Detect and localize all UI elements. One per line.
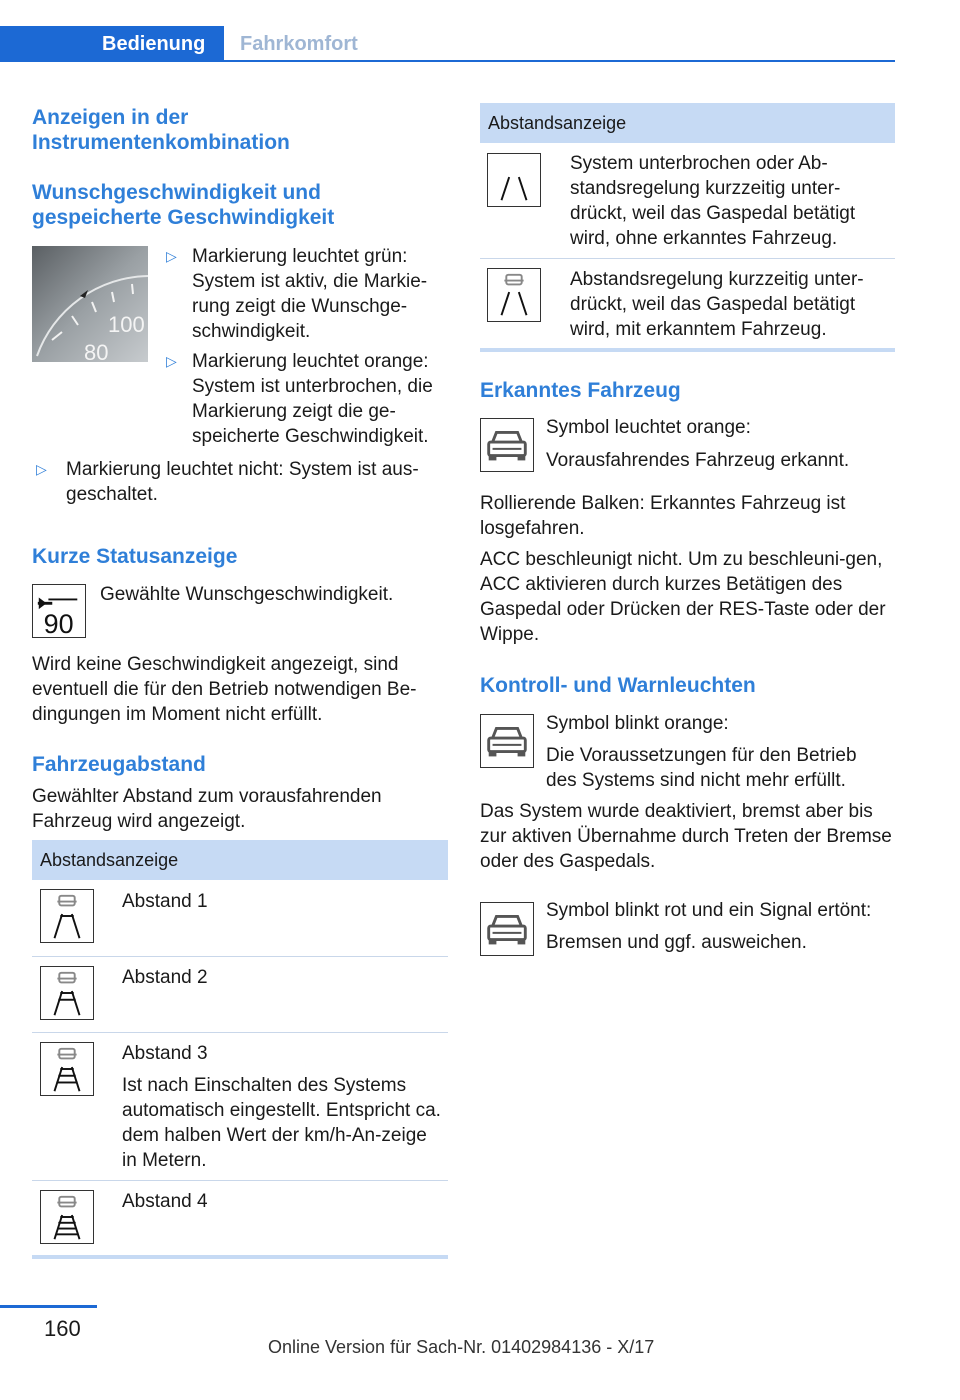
triangle-bullet-icon: ▷	[166, 248, 177, 264]
kontroll-line-1: Symbol blinkt orange:	[546, 713, 729, 734]
table-header: Abstandsanzeige	[480, 103, 895, 143]
page-number: 160	[44, 1316, 81, 1341]
distance-2-icon	[40, 966, 94, 1020]
warning-orange-icon	[480, 714, 534, 768]
row-divider	[32, 956, 448, 957]
speedometer-icon	[32, 246, 148, 362]
table-header: Abstandsanzeige	[32, 840, 448, 880]
kontroll-line-2: Die Voraussetzungen für den Betrieb des Systems sind nicht mehr erfüllt.	[546, 745, 857, 791]
distance-1-icon	[40, 889, 94, 943]
vehicle-detected-icon	[480, 418, 534, 472]
erkannt-line-1: Symbol leuchtet orange:	[546, 417, 751, 438]
abstand-paragraph: Gewählter Abstand zum vorausfahrenden Fahrzeug wird angezeigt.	[32, 786, 382, 832]
system-interrupted-icon	[487, 153, 541, 207]
kurz-description: Gewählte Wunschgeschwindigkeit.	[100, 584, 394, 605]
triangle-bullet-icon: ▷	[36, 461, 47, 477]
heading-erkanntes-fahrzeug: Erkanntes Fahrzeug	[480, 379, 681, 402]
header-divider	[0, 60, 895, 62]
tab-fahrkomfort[interactable]: Fahrkomfort	[240, 33, 358, 55]
speed-90-icon	[33, 585, 85, 637]
acc-paragraph: ACC beschleunigt nicht. Um zu beschleuni-gen, ACC aktivieren durch kurzes Betätigen des Gaspedal oder Drücken der RES-Taste oder der Wippe.	[480, 549, 886, 645]
gauge-label-80: 80	[84, 340, 109, 362]
gauge-label-100: 100	[108, 312, 145, 337]
table-end-bar	[32, 1255, 448, 1259]
status-description: Abstandsregelung kurzzeitig unter-drückt, weil das Gaspedal betätigt wird, mit erkanntem Fahrzeug.	[570, 269, 864, 340]
speedometer-image	[32, 246, 148, 362]
table-end-bar	[480, 348, 895, 352]
rollierend-paragraph: Rollierende Balken: Erkanntes Fahrzeug ist losgefahren.	[480, 493, 846, 539]
warn-line-2: Bremsen und ggf. ausweichen.	[546, 932, 807, 953]
warn-line-1: Symbol blinkt rot und ein Signal ertönt:	[546, 900, 872, 921]
triangle-bullet-icon: ▷	[166, 353, 177, 369]
footer-divider	[0, 1305, 97, 1308]
distance-label: Abstand 3	[122, 1043, 208, 1064]
list-item: Markierung leuchtet nicht: System ist aus-geschaltet.	[66, 459, 419, 505]
heading-kurze-statusanzeige: Kurze Statusanzeige	[32, 545, 238, 568]
distance-4-icon	[40, 1190, 94, 1244]
distance-description: Ist nach Einschalten des Systems automatisch eingestellt. Entspricht ca. dem halben Wert der km/h-An-zeige in Metern.	[122, 1075, 441, 1171]
kurz-paragraph: Wird keine Geschwindigkeit angezeigt, sind eventuell die für den Betrieb notwendigen Be-dingungen im Moment nicht erfüllt.	[32, 654, 417, 725]
kontroll-paragraph: Das System wurde deaktiviert, bremst aber bis zur aktiven Übernahme durch Treten der Bremse oder des Gaspedals.	[480, 801, 892, 872]
heading-kontroll-warnleuchten: Kontroll- und Warnleuchten	[480, 674, 756, 697]
list-item: Markierung leuchtet grün: System ist aktiv, die Markie-rung zeigt die Wunschge-schwindigkeit.	[192, 246, 428, 342]
speed-status-icon	[32, 584, 86, 638]
heading-wunschgeschwindigkeit: Wunschgeschwindigkeit und gespeicherte Geschwindigkeit	[32, 181, 335, 229]
warning-red-icon	[480, 902, 534, 956]
heading-fahrzeugabstand: Fahrzeugabstand	[32, 753, 206, 776]
row-divider	[32, 1180, 448, 1181]
section-title: Anzeigen in der Instrumentenkombination	[32, 106, 290, 154]
speed-icon-value: 90	[43, 609, 74, 637]
distance-label: Abstand 4	[122, 1191, 208, 1212]
row-divider	[32, 1032, 448, 1033]
status-description: System unterbrochen oder Ab-standsregelung kurzzeitig unter-drückt, weil das Gaspedal betätigt wird, ohne erkanntes Fahrzeug.	[570, 153, 856, 249]
row-divider	[480, 258, 895, 259]
page-header	[0, 0, 960, 64]
regulation-suppressed-icon	[487, 268, 541, 322]
distance-3-icon	[40, 1042, 94, 1096]
distance-label: Abstand 2	[122, 967, 208, 988]
list-item: Markierung leuchtet orange: System ist unterbrochen, die Markierung zeigt die ge-speicherte Geschwindigkeit.	[192, 351, 433, 447]
footer-online-version: Online Version für Sach-Nr. 01402984136 - X/17	[268, 1337, 655, 1357]
erkannt-line-2: Vorausfahrendes Fahrzeug erkannt.	[546, 450, 850, 471]
distance-label: Abstand 1	[122, 891, 208, 912]
tab-bedienung[interactable]: Bedienung	[0, 26, 224, 62]
